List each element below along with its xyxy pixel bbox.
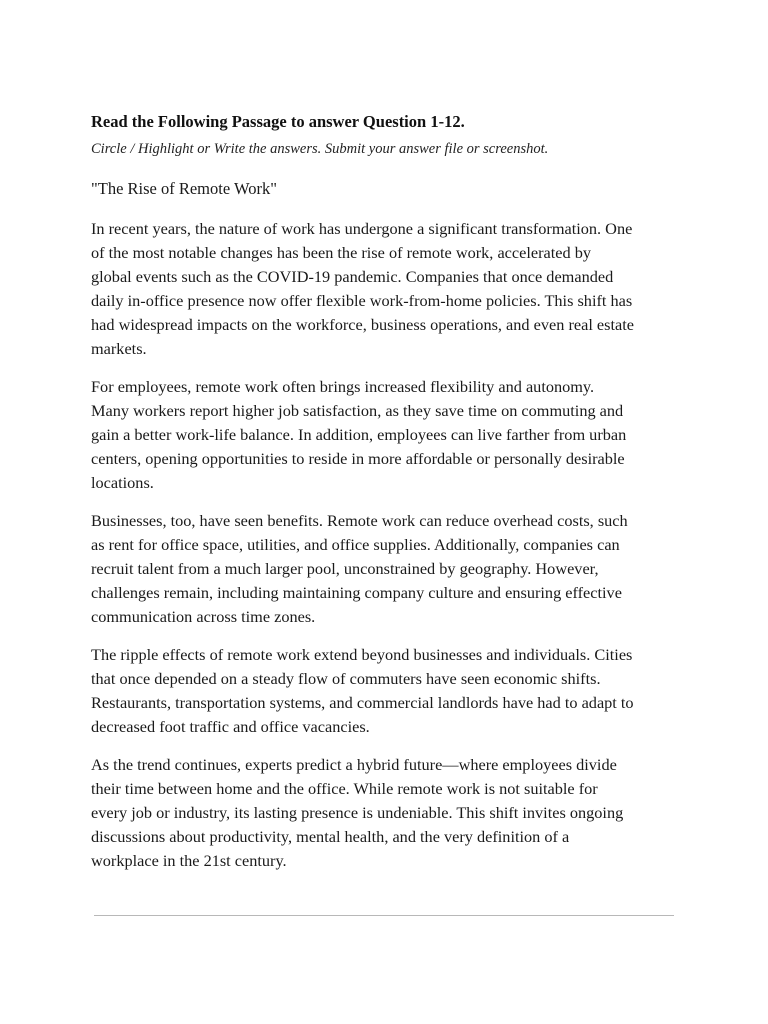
paragraph-line: global events such as the COVID-19 pandemic. Companies that once demanded xyxy=(91,267,614,286)
paragraph-2 xyxy=(91,375,683,495)
paragraph-3 xyxy=(91,509,683,629)
paragraph-line: challenges remain, including maintaining company culture and ensuring effective xyxy=(91,583,622,602)
paragraph-line: decreased foot traffic and office vacancies. xyxy=(91,717,370,736)
paragraph-line: discussions about productivity, mental health, and the very definition of a xyxy=(91,827,570,846)
passage-title: "The Rise of Remote Work" xyxy=(91,179,277,198)
paragraph-line: their time between home and the office. While remote work is not suitable for xyxy=(91,779,598,798)
paragraph-line: that once depended on a steady flow of commuters have seen economic shifts. xyxy=(91,669,601,688)
paragraph-1 xyxy=(91,217,683,361)
paragraph-line: In recent years, the nature of work has undergone a significant transformation. One xyxy=(91,219,633,238)
paragraph-line: workplace in the 21st century. xyxy=(91,851,287,870)
paragraph-5 xyxy=(91,753,683,873)
passage-heading: Read the Following Passage to answer Question 1-12. xyxy=(91,112,465,131)
paragraph-line: For employees, remote work often brings increased flexibility and autonomy. xyxy=(91,377,595,396)
paragraph-line: Restaurants, transportation systems, and commercial landlords have had to adapt to xyxy=(91,693,634,712)
paragraph-line: communication across time zones. xyxy=(91,607,316,626)
paragraph-line: Businesses, too, have seen benefits. Remote work can reduce overhead costs, such xyxy=(91,511,628,530)
paragraph-line: had widespread impacts on the workforce, business operations, and even real estate xyxy=(91,315,634,334)
paragraph-4 xyxy=(91,643,683,739)
paragraph-line: The ripple effects of remote work extend beyond businesses and individuals. Cities xyxy=(91,645,633,664)
paragraph-line: As the trend continues, experts predict a hybrid future—where employees divide xyxy=(91,755,617,774)
paragraph-line: every job or industry, its lasting presence is undeniable. This shift invites ongoing xyxy=(91,803,624,822)
paragraph-line: locations. xyxy=(91,473,154,492)
paragraph-line: daily in-office presence now offer flexible work-from-home policies. This shift has xyxy=(91,291,633,310)
paragraph-line: markets. xyxy=(91,339,147,358)
document-page xyxy=(91,110,683,873)
paragraph-line: of the most notable changes has been the rise of remote work, accelerated by xyxy=(91,243,591,262)
paragraph-line: centers, opening opportunities to reside in more affordable or personally desirable xyxy=(91,449,625,468)
instructions-text: Circle / Highlight or Write the answers. Submit your answer file or screenshot. xyxy=(91,141,549,157)
paragraph-line: recruit talent from a much larger pool, unconstrained by geography. However, xyxy=(91,559,599,578)
paragraph-line: gain a better work-life balance. In addition, employees can live farther from urban xyxy=(91,425,627,444)
horizontal-divider xyxy=(94,915,674,916)
paragraph-line: as rent for office space, utilities, and office supplies. Additionally, companies can xyxy=(91,535,620,554)
paragraph-line: Many workers report higher job satisfaction, as they save time on commuting and xyxy=(91,401,624,420)
